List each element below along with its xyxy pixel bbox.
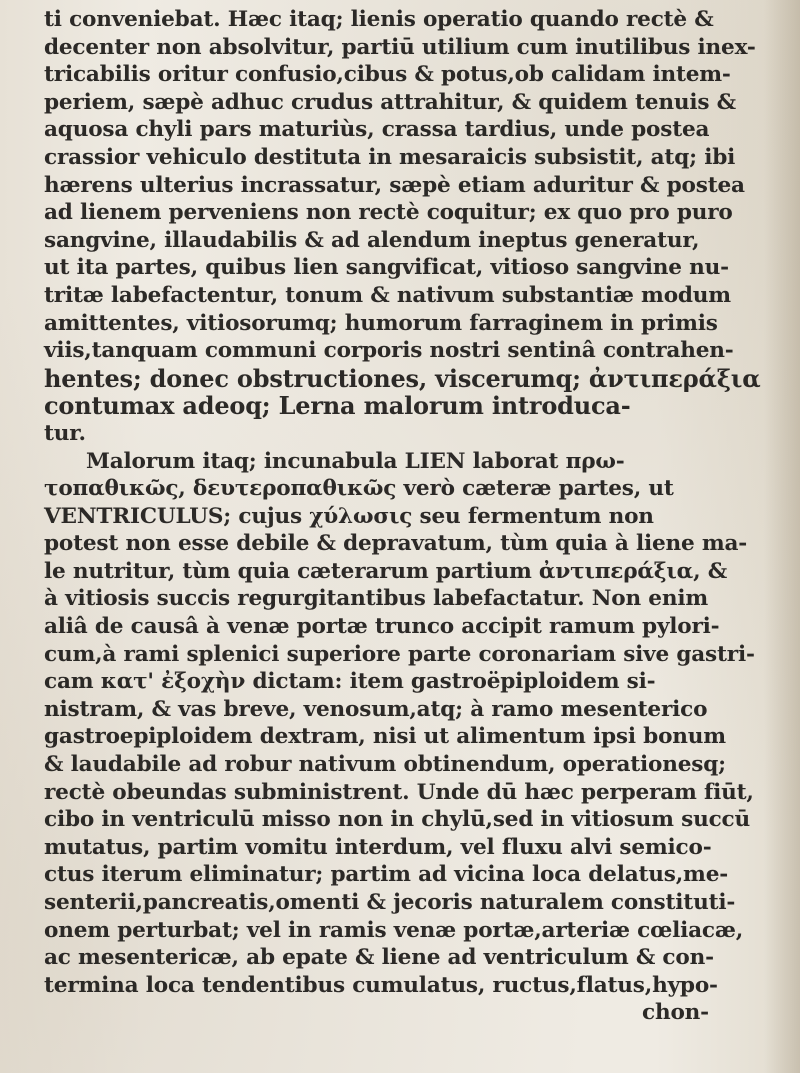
text-line: cum,à rami splenici superiore parte coronariam sive gastri- <box>44 641 755 667</box>
text-line: aliâ de causâ à venæ portæ trunco accipit ramum pylori- <box>44 614 720 640</box>
text-line: le nutritur, tùm quia cæterarum partium ἀντιπεράξια, & <box>44 558 727 584</box>
text-line: tricabilis oritur confusio,cibus & potus,ob calidam intem- <box>44 62 731 88</box>
text-line: amittentes, vitiosorumq; humorum farraginem in primis <box>44 310 718 336</box>
text-line: ac mesentericæ, ab epate & liene ad ventriculum & con- <box>44 945 714 971</box>
text-line: hærens ulterius incrassatur, sæpè etiam aduritur & postea <box>44 172 745 198</box>
paragraph-start-line: Malorum itaq; incunabula LIEN laborat πρω- <box>86 448 625 474</box>
body-text <box>44 6 774 1027</box>
text-line: viis,tanquam communi corporis nostri sentinâ contrahen- <box>44 338 734 364</box>
text-line: ctus iterum eliminatur; partim ad vicina loca delatus,me- <box>44 862 729 888</box>
text-line: hentes; donec obstructiones, viscerumq; ἀντιπεράξια <box>44 363 761 393</box>
text-line: aquosa chyli pars maturiùs, crassa tardius, unde postea <box>44 117 710 143</box>
text-line: periem, sæpè adhuc crudus attrahitur, & quidem tenuis & <box>44 89 736 115</box>
text-line: crassior vehiculo destituta in mesaraicis subsistit, atq; ibi <box>44 144 736 170</box>
text-line: tritæ labefactentur, tonum & nativum substantiæ modum <box>44 282 731 308</box>
text-line: onem perturbat; vel in ramis venæ portæ,arteriæ cœliacæ, <box>44 917 744 943</box>
text-line: ut ita partes, quibus lien sangvificat, vitioso sangvine nu- <box>44 255 729 281</box>
text-line: sangvine, illaudabilis & ad alendum ineptus generatur, <box>44 227 700 253</box>
text-line: senterii,pancreatis,omenti & jecoris naturalem constituti- <box>44 890 736 915</box>
text-line: potest non esse debile & depravatum, tùm quia à liene ma- <box>44 531 748 557</box>
text-line: cibo in ventriculū misso non in chylū,sed in vitiosum succū <box>44 807 750 833</box>
text-line: ad lienem perveniens non rectè coquitur; ex quo pro puro <box>44 200 733 226</box>
text-line: decenter non absolvitur, partiū utilium cum inutilibus inex- <box>44 34 756 60</box>
text-line: termina loca tendentibus cumulatus, ructus,flatus,hypo- <box>44 972 718 998</box>
text-line: cam κατ' ἐξοχὴν dictam: item gastroëpiploidem si- <box>44 669 656 695</box>
text-line: à vitiosis succis regurgitantibus labefactatur. Non enim <box>44 586 708 612</box>
text-line: VENTRICULUS; cujus χύλωσις seu fermentum non <box>44 503 654 529</box>
text-line: contumax adeoq; Lerna malorum introduca- <box>44 391 631 421</box>
text-line: τοπαθικῶς, δευτεροπαθικῶς verò cæteræ partes, ut <box>44 476 674 502</box>
text-line: ti conveniebat. Hæc itaq; lienis operatio quando rectè & <box>44 7 714 32</box>
text-line: tur. <box>44 420 86 446</box>
text-line: nistram, & vas breve, venosum,atq; à ramo mesenterico <box>44 696 708 722</box>
text-line: rectè obeundas subministrent. Unde dū hæc perperam fiūt, <box>44 779 754 805</box>
text-line: mutatus, partim vomitu interdum, vel fluxu alvi semico- <box>44 834 712 860</box>
text-line: gastroepiploidem dextram, nisi ut alimentum ipsi bonum <box>44 724 726 750</box>
text-line: & laudabile ad robur nativum obtinendum, operationesq; <box>44 752 726 778</box>
catchword: chon- <box>642 1000 709 1026</box>
